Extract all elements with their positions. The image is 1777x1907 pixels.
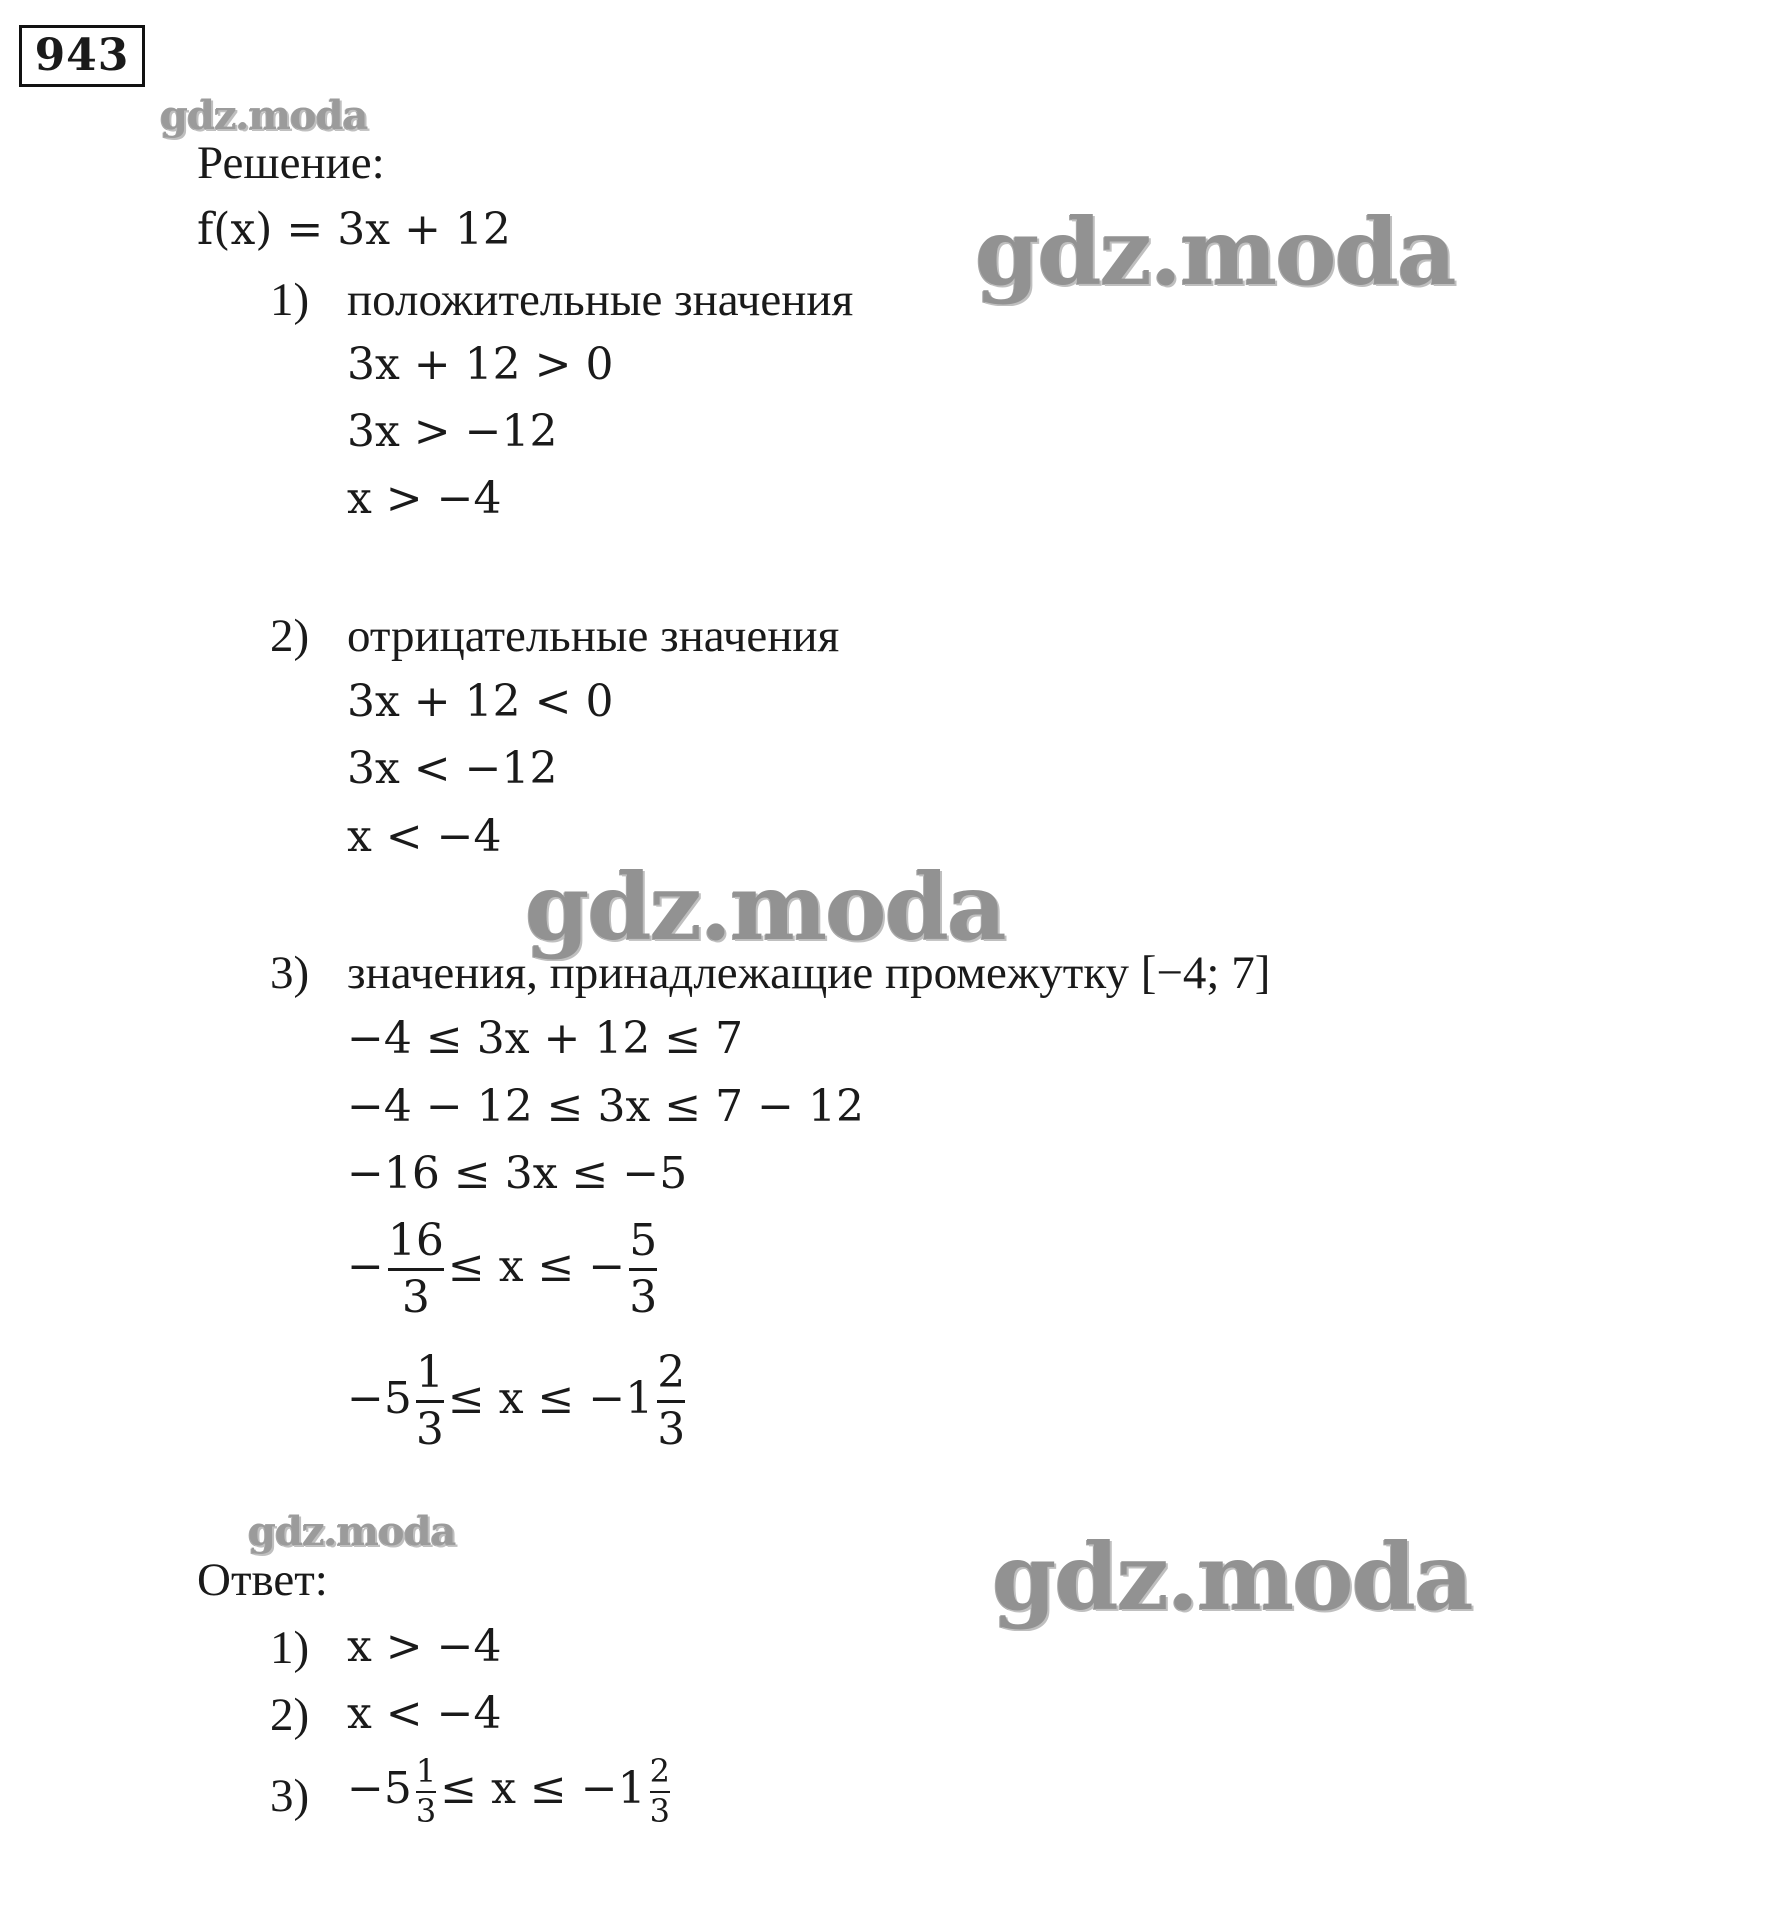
denominator: 3 bbox=[415, 1404, 444, 1456]
watermark-logo: gdz.moda bbox=[525, 853, 1005, 961]
part2-number: 2) bbox=[270, 610, 310, 662]
part2-line-1: 3x + 12 < 0 bbox=[347, 676, 614, 727]
numerator: 1 bbox=[415, 1752, 437, 1790]
function-definition: f(x) = 3x + 12 bbox=[197, 204, 511, 255]
watermark-logo: gdz.moda bbox=[975, 198, 1455, 306]
answer-1-number: 1) bbox=[270, 1622, 310, 1674]
part3-line-2: −4 − 12 ≤ 3x ≤ 7 − 12 bbox=[347, 1081, 864, 1132]
answer-3 bbox=[347, 1752, 674, 1830]
fraction bbox=[387, 1215, 444, 1324]
denominator: 3 bbox=[629, 1272, 658, 1324]
answer-2: x < −4 bbox=[347, 1688, 502, 1739]
numerator: 2 bbox=[657, 1347, 686, 1398]
fraction bbox=[649, 1752, 670, 1830]
numerator: 16 bbox=[387, 1215, 444, 1266]
answer-3-number: 3) bbox=[270, 1770, 310, 1822]
denominator: 3 bbox=[649, 1791, 670, 1830]
denominator: 3 bbox=[657, 1404, 686, 1456]
part3-line-1: −4 ≤ 3x + 12 ≤ 7 bbox=[347, 1013, 744, 1064]
problem-number-badge: 943 bbox=[19, 25, 145, 87]
denominator: 3 bbox=[415, 1791, 437, 1830]
fraction bbox=[629, 1215, 658, 1324]
fraction bbox=[415, 1752, 437, 1830]
part2-line-2: 3x < −12 bbox=[347, 743, 558, 794]
numerator: 2 bbox=[649, 1752, 670, 1790]
minus-sign: − bbox=[347, 1241, 384, 1293]
part1-line-2: 3x > −12 bbox=[347, 406, 558, 457]
part3-title: значения, принадлежащие промежутку [−4; 7] bbox=[347, 947, 1271, 999]
part3-line-3: −16 ≤ 3x ≤ −5 bbox=[347, 1148, 688, 1199]
part1-number: 1) bbox=[270, 274, 310, 326]
answer-label: Ответ: bbox=[197, 1554, 328, 1606]
part3-number: 3) bbox=[270, 947, 310, 999]
part3-mixed-line bbox=[347, 1347, 689, 1456]
part1-title: положительные значения bbox=[347, 274, 854, 326]
watermark-logo: gdz.moda bbox=[160, 92, 368, 139]
whole-part: −5 bbox=[347, 1763, 412, 1815]
fraction bbox=[415, 1347, 444, 1456]
denominator: 3 bbox=[401, 1272, 430, 1324]
answer-1: x > −4 bbox=[347, 1621, 502, 1672]
numerator: 5 bbox=[629, 1215, 658, 1266]
whole-part: −5 bbox=[347, 1373, 412, 1425]
watermark-logo: gdz.moda bbox=[248, 1508, 456, 1555]
inequality-middle: ≤ x ≤ −1 bbox=[440, 1763, 646, 1815]
part2-line-3: x < −4 bbox=[347, 811, 502, 862]
inequality-middle: ≤ x ≤ −1 bbox=[447, 1373, 654, 1425]
answer-2-number: 2) bbox=[270, 1689, 310, 1741]
fraction bbox=[657, 1347, 686, 1456]
numerator: 1 bbox=[415, 1347, 444, 1398]
watermark-logo: gdz.moda bbox=[992, 1523, 1472, 1631]
inequality-middle: ≤ x ≤ − bbox=[447, 1241, 626, 1293]
part3-fraction-line bbox=[347, 1215, 661, 1324]
part1-line-3: x > −4 bbox=[347, 473, 502, 524]
solution-label: Решение: bbox=[197, 137, 385, 189]
part2-title: отрицательные значения bbox=[347, 610, 840, 662]
part1-line-1: 3x + 12 > 0 bbox=[347, 339, 614, 390]
